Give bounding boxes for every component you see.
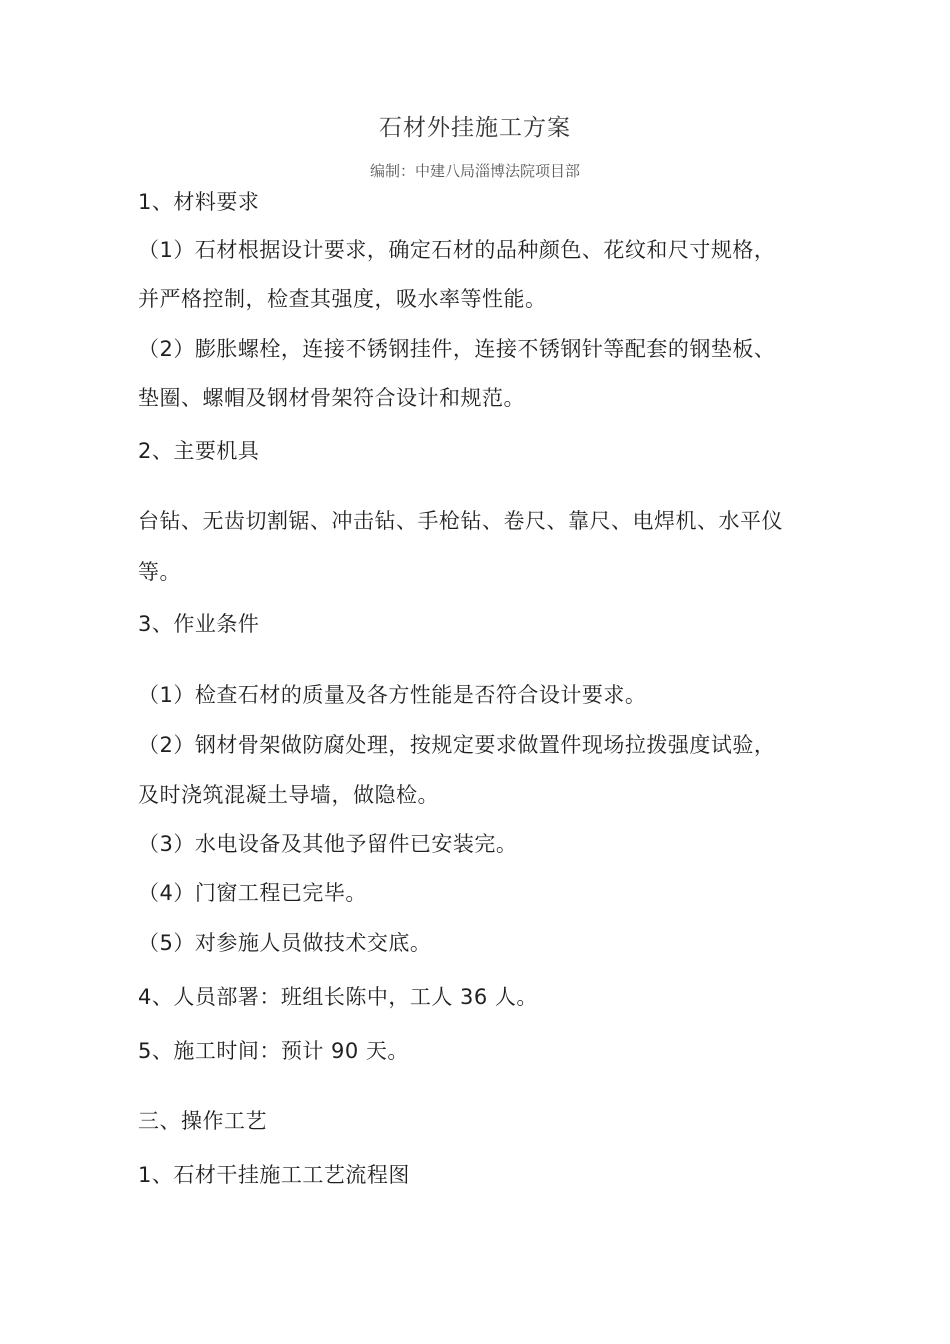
section-heading-staffing: 4、人员部署：班组长陈中，工人 36 人。: [138, 985, 538, 1009]
document-subtitle: 编制：中建八局淄博法院项目部: [369, 162, 580, 180]
section-heading-process: 三、操作工艺: [138, 1109, 267, 1133]
paragraph-line: （1）检查石材的质量及各方性能是否符合设计要求。: [138, 683, 647, 707]
section-heading-conditions: 3、作业条件: [138, 612, 260, 636]
paragraph-line: 台钻、无齿切割锯、冲击钻、手枪钻、卷尺、靠尺、电焊机、水平仪: [138, 509, 783, 533]
paragraph-line: 及时浇筑混凝土导墙，做隐检。: [138, 783, 439, 807]
paragraph-line: （2）钢材骨架做防腐处理，按规定要求做置件现场拉拨强度试验，: [138, 733, 776, 757]
paragraph-line: （4）门窗工程已完毕。: [138, 881, 367, 905]
section-heading-flowchart: 1、石材干挂施工工艺流程图: [138, 1163, 410, 1187]
paragraph-line: （5）对参施人员做技术交底。: [138, 931, 432, 955]
paragraph-line: （2）膨胀螺栓，连接不锈钢挂件，连接不锈钢针等配套的钢垫板、: [138, 337, 776, 361]
section-heading-schedule: 5、施工时间：预计 90 天。: [138, 1039, 409, 1063]
paragraph-line: 等。: [138, 560, 181, 584]
paragraph-line: （3）水电设备及其他予留件已安装完。: [138, 832, 518, 856]
paragraph-line: 并严格控制，检查其强度，吸水率等性能。: [138, 287, 547, 311]
document-title: 石材外挂施工方案: [379, 115, 571, 141]
paragraph-line: （1）石材根据设计要求，确定石材的品种颜色、花纹和尺寸规格，: [138, 238, 776, 262]
paragraph-line: 垫圈、螺帽及钢材骨架符合设计和规范。: [138, 386, 525, 410]
section-heading-tools: 2、主要机具: [138, 439, 260, 463]
section-heading-materials: 1、材料要求: [138, 190, 260, 214]
